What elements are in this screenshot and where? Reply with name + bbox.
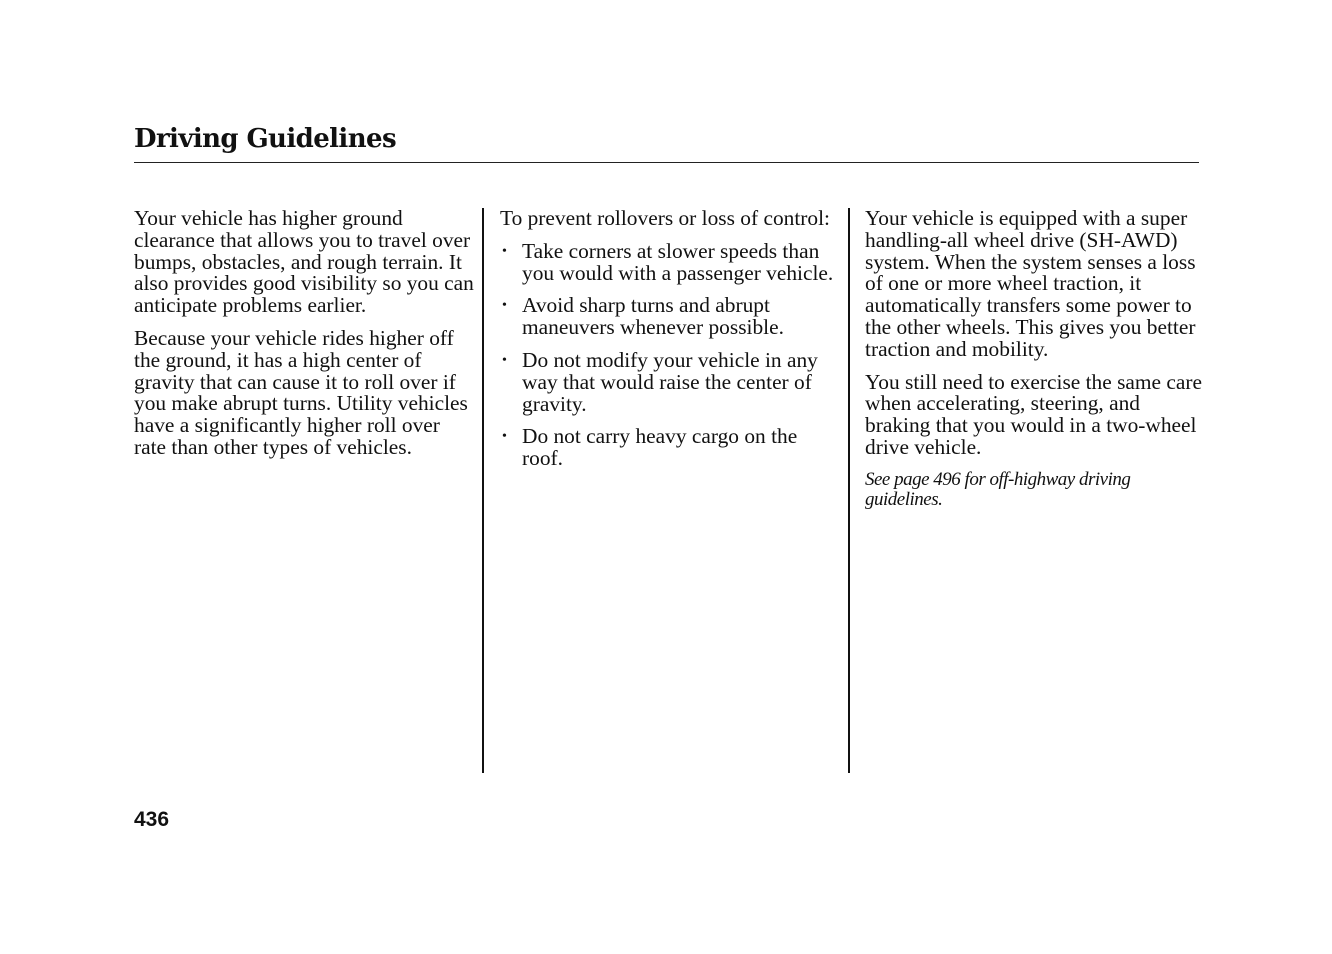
list-item: [502, 426, 835, 470]
column-divider-2: [848, 208, 850, 773]
rollover-tips-list: [500, 238, 835, 471]
bullet-icon: •: [502, 243, 507, 259]
paragraph-sh-awd: Your vehicle is equipped with a super handling-all wheel drive (SH-AWD) system. When the system senses a loss of one or more wheel traction, it automatically transfers some power to the other wheels. This gives you better traction and mobility.: [865, 206, 1196, 361]
column-divider-1: [482, 208, 484, 773]
paragraph-center-of-gravity: Because your vehicle rides higher off the ground, it has a high center of gravity that can cause it to roll over if you make abrupt turns. Utility vehicles have a significantly higher roll over rate than other types of vehicles.: [134, 325, 468, 459]
column-right: [865, 208, 1205, 522]
page-number: 436: [134, 808, 170, 831]
title-rule: [134, 162, 1199, 163]
bullet-icon: •: [502, 298, 507, 314]
list-item: [502, 295, 835, 339]
paragraph-exercise-care: You still need to exercise the same care when accelerating, steering, and braking that you would in a two-wheel drive vehicle.: [865, 369, 1202, 459]
list-item-text: Do not carry heavy cargo on the roof.: [522, 424, 798, 471]
bullet-icon: •: [502, 352, 507, 368]
list-item-text: Take corners at slower speeds than you would with a passenger vehicle.: [522, 238, 834, 285]
paragraph-ground-clearance: Your vehicle has higher ground clearance that allows you to travel over bumps, obstacles, and rough terrain. It also provides good visibility so you can anticipate problems earlier.: [134, 206, 474, 318]
off-highway-reference-note: See page 496 for off-highway driving guidelines.: [865, 468, 1131, 511]
column-left: [134, 208, 474, 470]
column-middle: [500, 208, 835, 481]
bullet-icon: •: [502, 429, 507, 445]
list-item-text: Avoid sharp turns and abrupt maneuvers whenever possible.: [522, 293, 784, 340]
list-item-text: Do not modify your vehicle in any way that would raise the center of gravity.: [522, 347, 818, 416]
list-item: [502, 238, 835, 285]
list-item: [502, 347, 835, 416]
page-title: Driving Guidelines: [134, 124, 396, 154]
paragraph-rollover-intro: To prevent rollovers or loss of control:: [500, 206, 830, 230]
